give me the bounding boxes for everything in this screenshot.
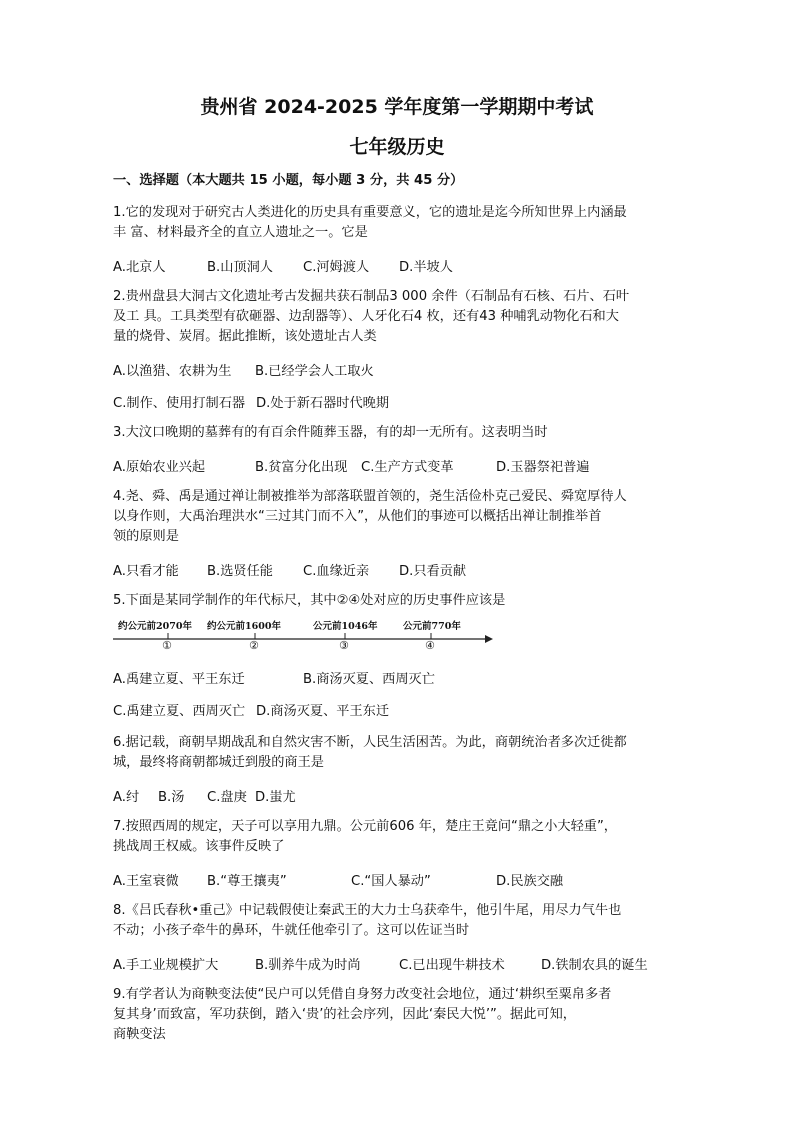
question-1-option-b: B.山顶洞人 [207, 260, 273, 275]
timeline-label-1: 约公元前2070年 [118, 621, 192, 632]
question-6-option-a: A.纣 [113, 790, 140, 805]
question-1-line-2: 丰 富、材料最齐全的直立人遗址之一。它是 [113, 225, 368, 240]
question-6-option-d: D.蚩尤 [255, 790, 296, 805]
timeline-mark-2: ② [249, 639, 259, 652]
timeline [113, 618, 493, 658]
page-title: 贵州省 2024-2025 学年度第一学期期中考试 [200, 96, 594, 118]
question-8-option-d: D.铁制农具的诞生 [541, 958, 648, 973]
question-4-line-1: 4.尧、舜、禹是通过禅让制被推举为部落联盟首领的，尧生活俭朴克己爱民、舜宽厚待人 [113, 489, 627, 504]
question-5-option-a: A.禹建立夏、平王东迁 [113, 672, 245, 687]
question-9-line-2: 复其身’而致富，军功获倒，踏入‘贵’的社会序列，因此‘秦民大悦’”。据此可知， [113, 1007, 576, 1022]
question-2-option-d: D.处于新石器时代晚期 [256, 396, 390, 411]
question-4-line-3: 领的原则是 [113, 529, 179, 544]
question-4-option-c: C.血缘近亲 [303, 564, 370, 579]
question-5-option-d: D.商汤灭夏、平王东迁 [256, 704, 390, 719]
question-2-option-a: A.以渔猎、农耕为生 [113, 364, 232, 379]
question-4-option-b: B.选贤任能 [207, 564, 273, 579]
question-6-option-b: B.汤 [158, 790, 185, 805]
page-subtitle: 七年级历史 [349, 136, 445, 158]
question-7-option-a: A.王室衰微 [113, 874, 179, 889]
question-5-line-1: 5.下面是某同学制作的年代标尺，其中②④处对应的历史事件应该是 [113, 593, 506, 608]
timeline-label-3: 公元前1046年 [313, 621, 378, 632]
question-7-option-d: D.民族交融 [496, 874, 564, 889]
question-5-option-b: B.商汤灭夏、西周灭亡 [303, 672, 435, 687]
question-1-option-a: A.北京人 [113, 260, 166, 275]
question-8-option-a: A.手工业规模扩大 [113, 958, 219, 973]
question-2-line-1: 2.贵州盘县大洞古文化遗址考古发掘共获石制品3 000 余件（石制品有石核、石片、石叶 [113, 289, 630, 304]
question-2-option-b: B.已经学会人工取火 [255, 364, 374, 379]
timeline-label-2: 约公元前1600年 [207, 621, 281, 632]
question-6-line-2: 城，最终将商朝都城迁到殷的商王是 [113, 755, 324, 770]
question-1-line-1: 1.它的发现对于研究古人类进化的历史具有重要意义，它的遗址是迄今所知世界上内涵最 [113, 205, 627, 220]
question-8-option-b: B.驯养牛成为时尚 [255, 958, 361, 973]
question-8-option-c: C.已出现牛耕技术 [399, 958, 505, 973]
question-9-line-1: 9.有学者认为商鞅变法使“民户可以凭借自身努力改变社会地位，通过‘耕织至粟帛多者 [113, 987, 612, 1002]
question-7-option-c: C.“国人暴动” [351, 874, 431, 889]
timeline-label-4: 公元前770年 [403, 621, 461, 632]
question-3-option-a: A.原始农业兴起 [113, 460, 206, 475]
question-8-line-2: 不动；小孩子牵牛的鼻环，牛就任他牵引了。这可以佐证当时 [113, 923, 470, 938]
question-8-line-1: 8.《吕氏春秋•重己》中记载假使让秦武王的大力士乌获牵牛，他引牛尾，用尽力气牛也 [113, 903, 622, 918]
question-9-line-3: 商鞅变法 [113, 1027, 166, 1042]
question-3-option-b: B.贫富分化出现 [255, 460, 348, 475]
question-2-line-3: 量的烧骨、炭屑。据此推断，该处遗址古人类 [113, 329, 377, 344]
timeline-mark-4: ④ [425, 639, 435, 652]
question-3-option-d: D.玉器祭祀普遍 [496, 460, 590, 475]
question-6-option-c: C.盘庚 [207, 790, 247, 805]
question-4-option-d: D.只看贡献 [399, 564, 467, 579]
question-1-option-c: C.河姆渡人 [303, 260, 370, 275]
timeline-mark-1: ① [162, 639, 172, 652]
question-4-line-2: 以身作则，大禹治理洪水“三过其门而不入”，从他们的事迹可以概括出禅让制推举首 [113, 509, 602, 524]
question-2-line-2: 及工 具。工具类型有砍砸器、边刮器等）、人牙化石4 枚，还有43 种哺乳动物化石和大 [113, 309, 619, 324]
question-3-line-1: 3.大汶口晚期的墓葬有的有百余件随葬玉器，有的却一无所有。这表明当时 [113, 425, 548, 440]
question-7-line-2: 挑战周王权威。该事件反映了 [113, 839, 285, 854]
timeline-mark-3: ③ [339, 639, 349, 652]
question-7-option-b: B.“尊王攘夷” [207, 874, 287, 889]
section-heading: 一、选择题（本大题共 15 小题，每小题 3 分，共 45 分） [113, 173, 464, 188]
question-7-line-1: 7.按照西周的规定，天子可以享用九鼎。公元前606 年，楚庄王竟问“鼎之小大轻重”， [113, 819, 617, 834]
question-6-line-1: 6.据记载，商朝早期战乱和自然灾害不断，人民生活困苦。为此，商朝统治者多次迁徙都 [113, 735, 627, 750]
question-5-option-c: C.禹建立夏、西周灭亡 [113, 704, 246, 719]
question-1-option-d: D.半坡人 [399, 260, 453, 275]
question-3-option-c: C.生产方式变革 [361, 460, 454, 475]
question-2-option-c: C.制作、使用打制石器 [113, 396, 246, 411]
question-4-option-a: A.只看才能 [113, 564, 179, 579]
